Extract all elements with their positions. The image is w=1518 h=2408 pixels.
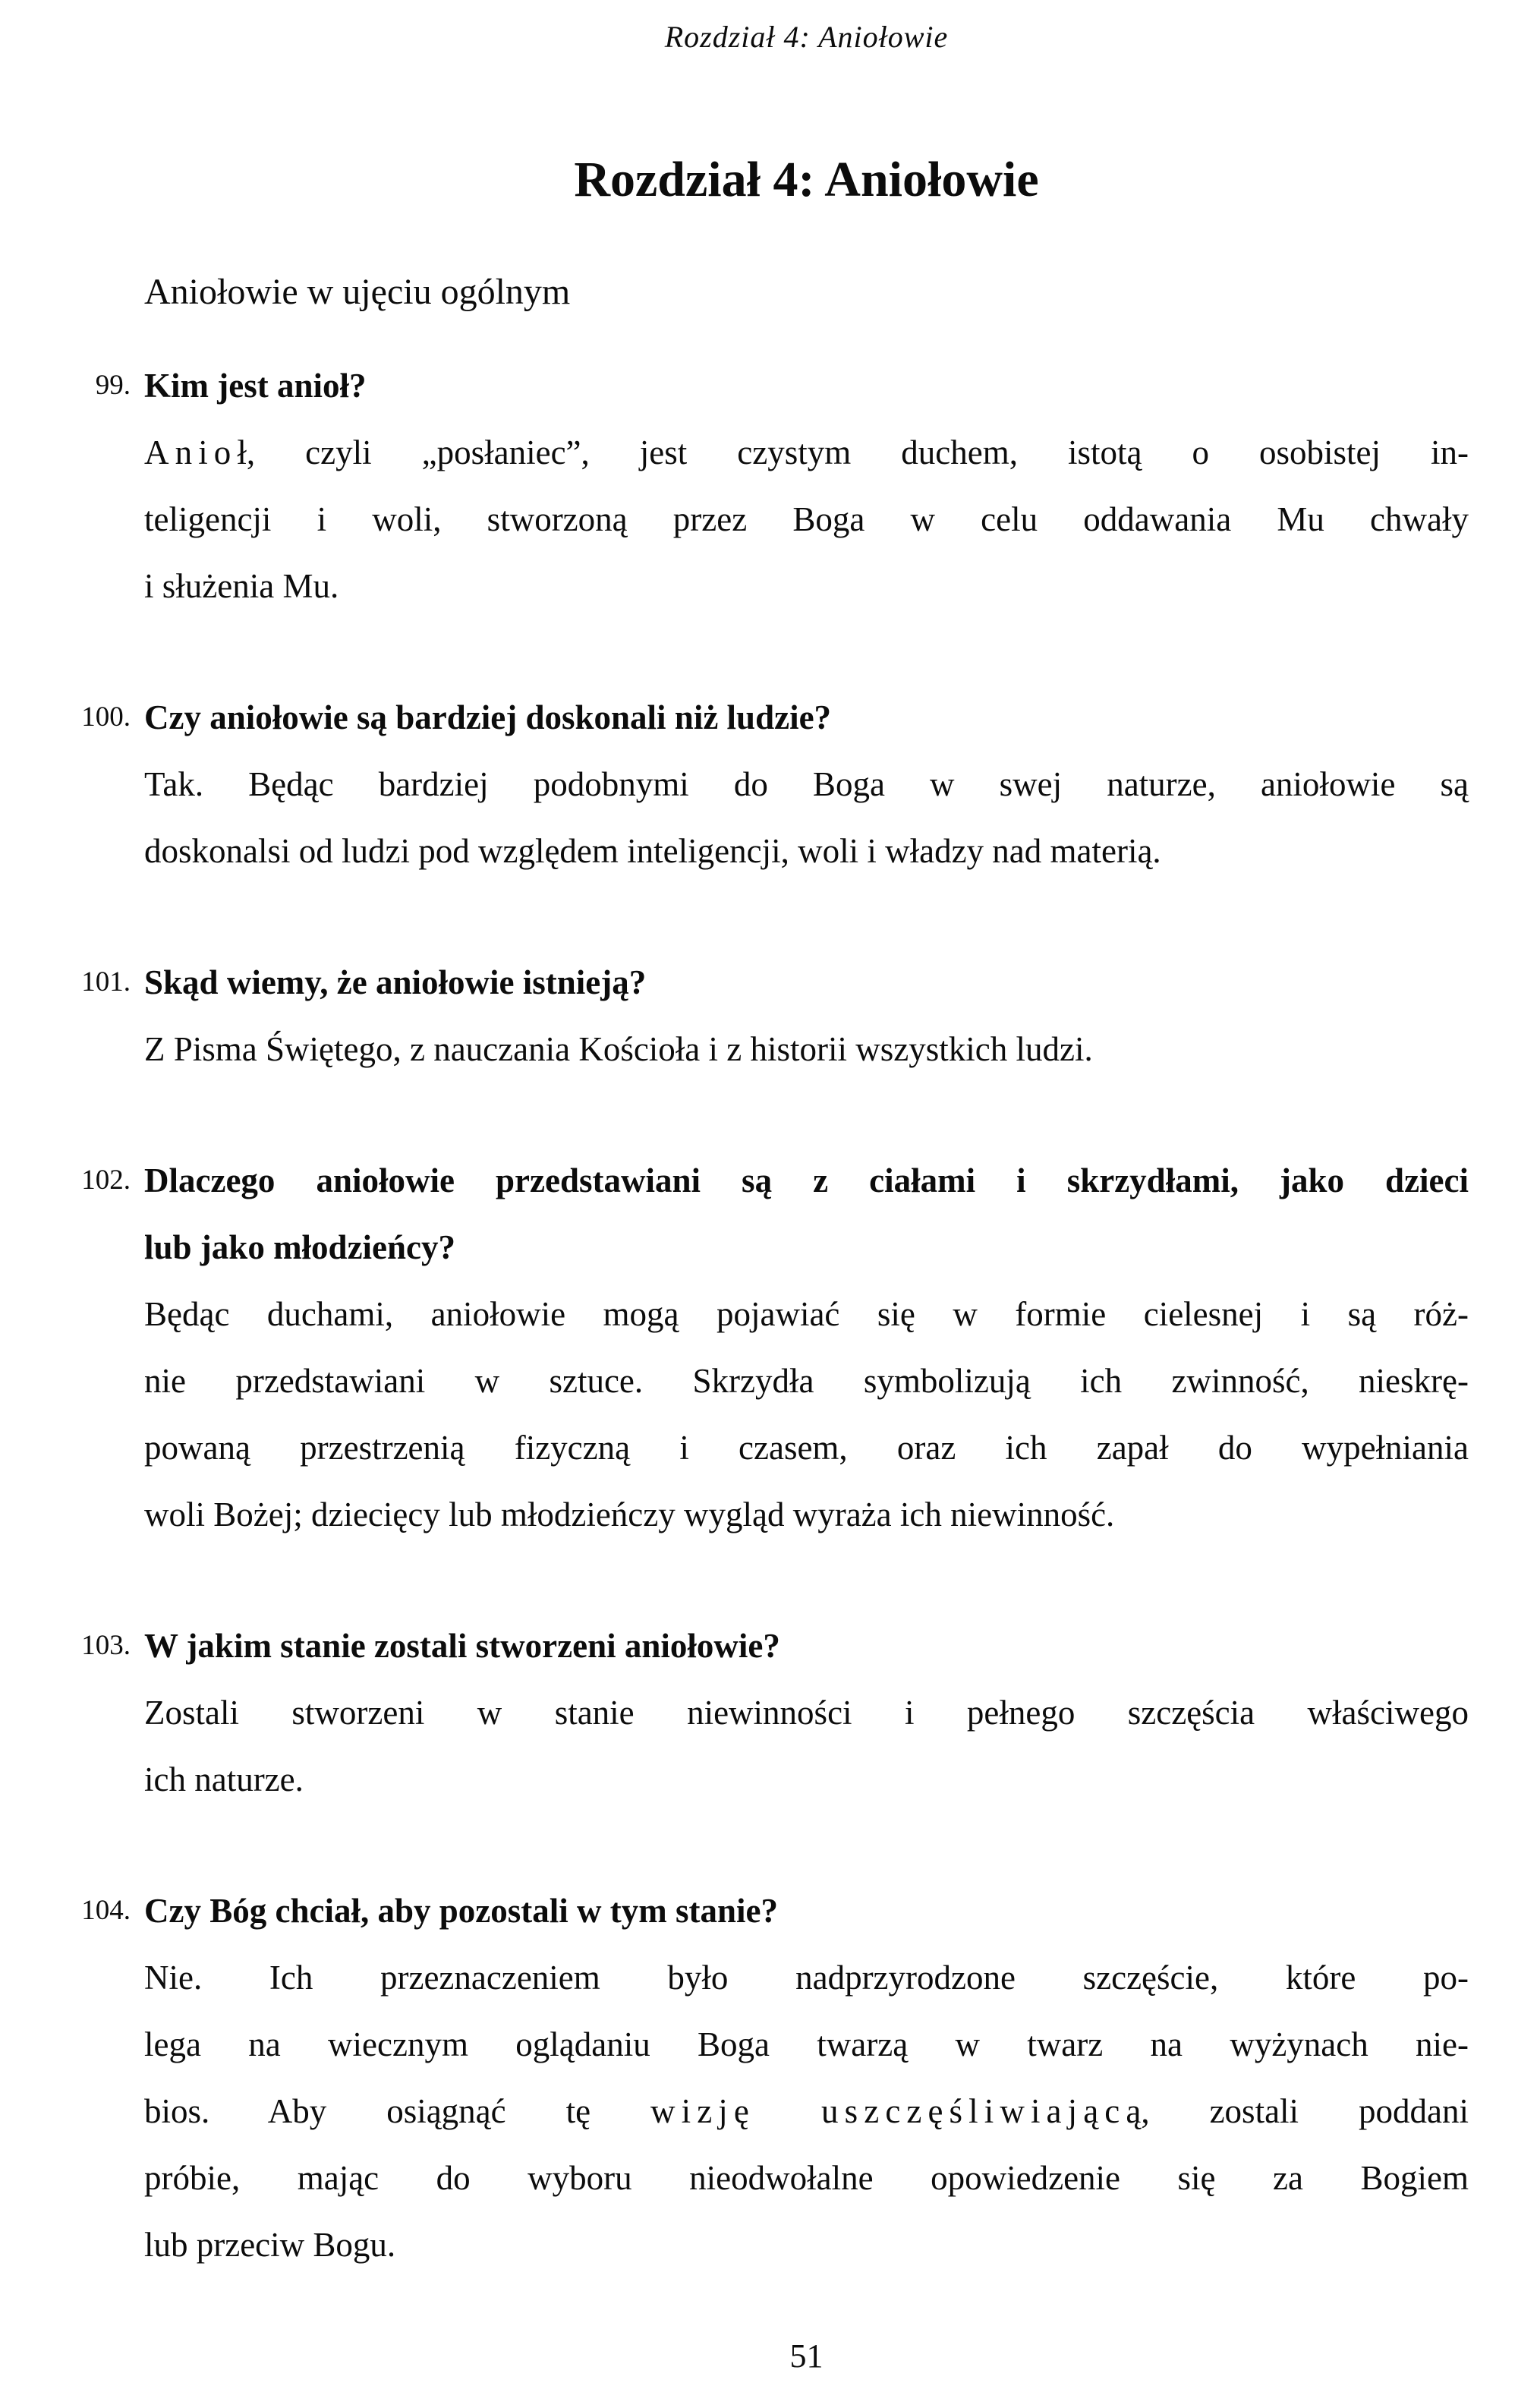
chapter-title: Rozdział 4: Aniołowie — [574, 152, 1039, 207]
text-segment: doskonalsi od ludzi pod względem inteligencji, woli i władzy nad materią. — [144, 832, 1161, 870]
question-number: 101. — [81, 966, 131, 998]
text-segment: ich naturze. — [144, 1760, 304, 1798]
text-segment: Skąd wiemy, że aniołowie istnieją? — [144, 963, 647, 1001]
text-segment: Nie. Ich przeznaczeniem było nadprzyrodzone szczęście, które po- — [144, 1959, 1469, 1997]
qa-item — [46, 949, 1469, 1083]
question-number: 104. — [81, 1895, 131, 1926]
text-segment: Tak. Będąc bardziej podobnymi do Boga w swej naturze, aniołowie są — [144, 765, 1469, 803]
question-line — [144, 1612, 1469, 1679]
text-segment: Czy aniołowie są bardziej doskonali niż ludzie? — [144, 698, 832, 736]
text-segment: Kim jest anioł? — [144, 367, 367, 405]
qa-body — [144, 352, 1469, 619]
qa-body — [144, 1877, 1469, 2278]
letterspaced-text: Anioł — [144, 433, 254, 471]
answer-line — [144, 1679, 1469, 1746]
answer-line — [144, 1481, 1469, 1548]
text-segment: Dlaczego aniołowie przedstawiani są z ciałami i skrzydłami, jako dzieci — [144, 1161, 1469, 1199]
question-number: 102. — [81, 1165, 131, 1196]
text-segment: lub jako młodzieńcy? — [144, 1228, 456, 1266]
question-line — [144, 949, 1469, 1016]
text-segment: powaną przestrzenią fizyczną i czasem, oraz ich zapał do wypełniania — [144, 1429, 1469, 1467]
question-line — [144, 1147, 1469, 1214]
text-segment: Czy Bóg chciał, aby pozostali w tym stanie? — [144, 1892, 778, 1930]
qa-body — [144, 684, 1469, 884]
qa-body — [144, 1612, 1469, 1813]
answer-line — [144, 1347, 1469, 1414]
question-line — [144, 1877, 1469, 1944]
text-segment: W jakim stanie zostali stworzeni aniołowie? — [144, 1627, 780, 1665]
running-head: Rozdział 4: Aniołowie — [664, 20, 949, 54]
letterspaced-text: wizję uszczęśliwiającą — [650, 2092, 1148, 2130]
qa-body — [144, 1147, 1469, 1548]
qa-body — [144, 949, 1469, 1083]
text-segment: Z Pisma Świętego, z nauczania Kościoła i z historii wszystkich ludzi. — [144, 1030, 1093, 1068]
answer-line — [144, 2145, 1469, 2211]
question-line — [144, 684, 1469, 751]
answer-line — [144, 2211, 1469, 2278]
text-segment: , zostali poddani — [1141, 2092, 1469, 2130]
qa-item — [46, 1612, 1469, 1813]
answer-line — [144, 2011, 1469, 2078]
text-segment: , czyli „posłaniec”, jest czystym duchem, istotą o osobistej in- — [246, 433, 1469, 471]
qa-item — [46, 684, 1469, 884]
page-number: 51 — [789, 2337, 824, 2375]
qa-item — [46, 1877, 1469, 2278]
question-number: 100. — [81, 701, 131, 733]
answer-line — [144, 818, 1469, 884]
answer-line — [144, 1414, 1469, 1481]
qa-item — [46, 1147, 1469, 1548]
answer-line — [144, 1944, 1469, 2011]
text-segment: nie przedstawiani w sztuce. Skrzydła symbolizują ich zwinność, nieskrę- — [144, 1362, 1469, 1400]
answer-line — [144, 751, 1469, 818]
text-segment: teligencji i woli, stworzoną przez Boga w celu oddawania Mu chwały — [144, 500, 1469, 538]
question-line — [144, 352, 1469, 419]
answer-line — [144, 419, 1469, 486]
answer-line — [144, 2078, 1469, 2145]
qa-item — [46, 352, 1469, 619]
section-heading: Aniołowie w ujęciu ogólnym — [144, 272, 571, 312]
answer-line — [144, 486, 1469, 553]
text-segment: i służenia Mu. — [144, 567, 339, 605]
qa-list — [46, 352, 1469, 2278]
question-line — [144, 1214, 1469, 1281]
question-number: 103. — [81, 1630, 131, 1661]
text-segment: lega na wiecznym oglądaniu Boga twarzą w twarz na wyżynach nie- — [144, 2025, 1469, 2063]
answer-line — [144, 1281, 1469, 1347]
answer-line — [144, 553, 1469, 619]
text-segment: bios. Aby osiągnąć tę — [144, 2092, 651, 2130]
question-number: 99. — [95, 370, 131, 401]
text-segment: Zostali stworzeni w stanie niewinności i pełnego szczęścia właściwego — [144, 1694, 1469, 1732]
text-segment: próbie, mając do wyboru nieodwołalne opowiedzenie się za Bogiem — [144, 2159, 1469, 2197]
answer-line — [144, 1746, 1469, 1813]
text-segment: lub przeciw Bogu. — [144, 2226, 396, 2264]
answer-line — [144, 1016, 1469, 1083]
text-segment: Będąc duchami, aniołowie mogą pojawiać się w formie cielesnej i są róż- — [144, 1295, 1469, 1333]
text-segment: woli Bożej; dziecięcy lub młodzieńczy wygląd wyraża ich niewinność. — [144, 1496, 1115, 1533]
